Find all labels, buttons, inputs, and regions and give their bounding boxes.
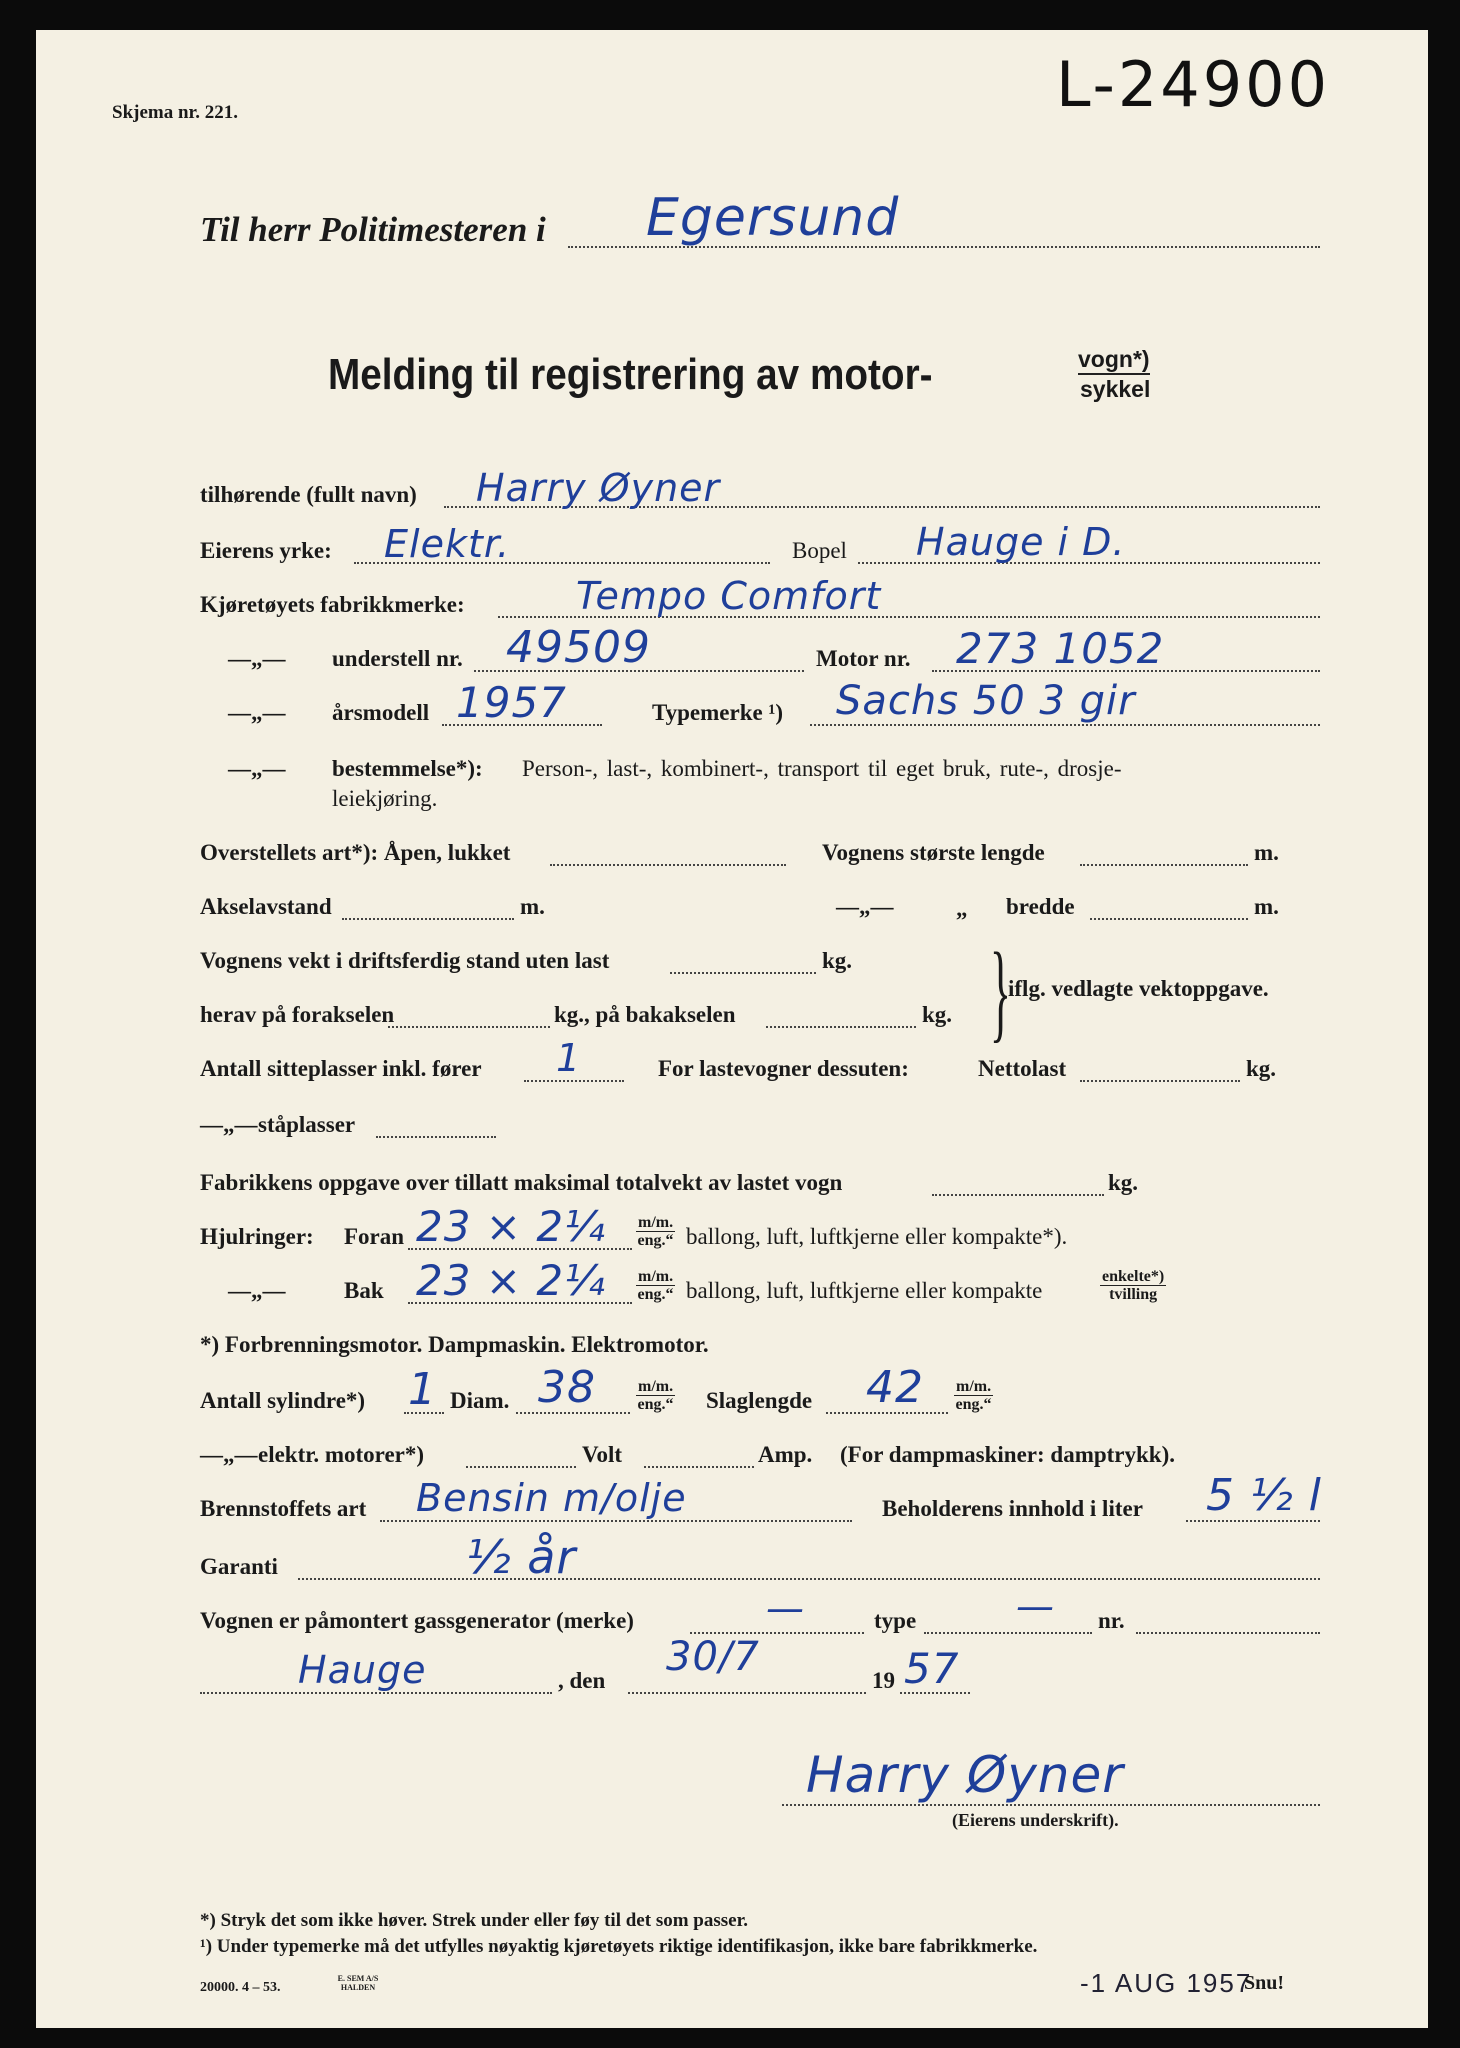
unit-eng: eng.“ xyxy=(637,1232,674,1249)
place-value: Hauge xyxy=(298,1648,427,1692)
tyres-label: Hjulringer: xyxy=(200,1224,314,1249)
front-label: Foran xyxy=(344,1224,405,1249)
unit-eng: eng.“ xyxy=(955,1396,992,1413)
body-label: Overstellets art*): Åpen, lukket xyxy=(200,840,511,865)
engine-types: *) Forbrenningsmotor. Dampmaskin. Elektromotor. xyxy=(200,1332,709,1357)
date-value: 30/7 xyxy=(666,1634,760,1680)
footnote-2: ¹) Under typemerke må det utfylles nøyaktig kjøretøyets riktige identifikasjon, ikke bare fabrikkmerke. xyxy=(200,1936,1038,1957)
weight-label: Vognens vekt i driftsferdig stand uten last xyxy=(200,948,610,973)
unit-m: m. xyxy=(1254,840,1279,865)
gasgen-nr-label: nr. xyxy=(1098,1608,1125,1633)
tank-value: 5 ½ l xyxy=(1206,1470,1322,1521)
tyre-types-rear: ballong, luft, luftkjerne eller kompakte xyxy=(686,1278,1043,1303)
type-label: Typemerke ¹) xyxy=(652,700,784,725)
registration-form: Skjema nr. 221. L-24900 Til herr Politimesteren i Egersund Melding til registrering av motor- vogn*) sykkel tilhørende (fullt navn) Harry Øyner Eierens yrke: Elektr. Bopel Hauge i D. Kjøretøyets fabrikkmerke: Tempo Comfort —„— understell nr. 49509 Motor nr. 273 1052 —„— årsmodell 1957 Typemerke ¹) Sachs 50 3 gir —„— bestemmelse*): Person-, last-, kombinert-, transport til eget bruk, rute-, drosje- leiekjøring. Overstellets art*): Åpen, lukket Vognens største lengde m. Akselavstand m. —„— „ bredde m. Vognens vekt i driftsferdig stand uten last kg. herav på forakselen kg., på bakakselen kg. } iflg. vedlagte vektoppgave. Antall sitteplasser inkl. fører 1 For lastevogner dessuten: Nettolast kg. —„— ståplasser Fabrikkens oppgave over tillatt maksimal totalvekt av lastet vogn kg. Hjulringer: Foran 23 × 2¼ $\frac{m/m.}{\text{eng.“}}$ ballong, luft, luftkjerne eller kompakte*). —„— Bak 23 × 2¼ $\frac{m/m.}{\text{eng.“}}$ ballong, luft, luftkjerne eller kompakte $\frac{\text{enkelte*)}}{\text{tvilling}}$ *) Forbrenningsmotor. Dampmaskin. Elektromotor. Antall sylindre*) 1 Diam. 38 $\frac{m/m.}{\text{eng.“}}$ Slaglengde 42 $\frac{m/m.}{\text{eng.“}}$ —„— elektr. motorer*) Volt Amp. (For dampmaskiner: damptrykk). Brennstoffets art Bensin m/olje Beholderens innhold i liter 5 ½ l Garanti ½ år Vognen er påmontert gassgenerator (merke) — type — nr. Hauge , den 30/7 19 57 Harry Øyner (Eierens underskrift). *) Stryk det som ikke høver. Strek under eller føy til det som passer. ¹) Under typemerke må det utfylles nøyaktig kjøretøyets riktige identifikasjon, ikke bare fabrikkmerke. 20000. 4 – 53. E. SEM A/S HALDEN -1 AUG 1957 Snu! xyxy=(36,30,1428,2028)
gasgen-type-label: type xyxy=(874,1608,917,1633)
seats-label: Antall sitteplasser inkl. fører xyxy=(200,1056,482,1081)
ditto-mark: —„— xyxy=(200,1442,258,1467)
title-option-vehicle: vogn*) xyxy=(1078,346,1150,375)
diam-label: Diam. xyxy=(450,1388,510,1413)
make-value: Tempo Comfort xyxy=(576,574,882,618)
unit-eng: eng.“ xyxy=(637,1286,674,1303)
rear-label: Bak xyxy=(344,1278,384,1303)
fuel-value: Bensin m/olje xyxy=(416,1476,687,1520)
twin-option: tvilling xyxy=(1109,1286,1158,1303)
ditto-mark: —„— xyxy=(228,700,286,725)
cargo-label: For lastevogner dessuten: xyxy=(658,1056,909,1081)
unit-mm: m/m. xyxy=(638,1378,674,1395)
elec-label: elektr. motorer*) xyxy=(258,1442,425,1467)
unit-mm: m/m. xyxy=(956,1378,992,1395)
ditto-mark: —„— xyxy=(228,646,286,671)
type-value: Sachs 50 3 gir xyxy=(836,678,1136,724)
residence-label: Bopel xyxy=(792,538,847,563)
front-unit xyxy=(636,1214,675,1249)
cylinders-label: Antall sylindre*) xyxy=(200,1388,366,1413)
unit-kg: kg. xyxy=(822,948,853,973)
received-stamp: -1 AUG 1957 xyxy=(1080,1968,1253,1998)
steam-label: (For dampmaskiner: damptrykk). xyxy=(840,1442,1176,1467)
gasgen-brand-dash: — xyxy=(766,1586,805,1630)
unit-kg: kg. xyxy=(1246,1056,1277,1081)
chassis-label: understell nr. xyxy=(332,646,463,671)
owner-value: Harry Øyner xyxy=(476,466,721,510)
seats-value: 1 xyxy=(556,1036,582,1080)
footnote-1: *) Stryk det som ikke høver. Strek under eller føy til det som passer. xyxy=(200,1910,749,1931)
date-label: , den xyxy=(558,1668,606,1693)
year-value: 1957 xyxy=(456,678,567,727)
title-option-motorcycle: sykkel xyxy=(1080,376,1151,402)
diam-unit xyxy=(636,1378,675,1413)
residence-value: Hauge i D. xyxy=(916,520,1126,564)
owner-signature: Harry Øyner xyxy=(806,1746,1124,1804)
motor-label: Motor nr. xyxy=(816,646,911,671)
purpose-options-cont: leiekjøring. xyxy=(332,786,438,811)
owner-label: tilhørende (fullt navn) xyxy=(200,482,417,507)
ditto-mark: —„— xyxy=(228,756,286,781)
unit-mm: m/m. xyxy=(638,1268,674,1285)
occupation-label: Eierens yrke: xyxy=(200,538,332,563)
stroke-value: 42 xyxy=(866,1362,924,1413)
gasgen-type-dash: — xyxy=(1016,1584,1055,1628)
printer-mark: E. SEM A/S HALDEN xyxy=(337,1974,379,1992)
warranty-value: ½ år xyxy=(466,1530,577,1584)
address-prefix: Til herr Politimesteren i xyxy=(200,210,546,249)
axle-front-label: herav på forakselen xyxy=(200,1002,395,1027)
chassis-value: 49509 xyxy=(506,622,651,673)
cylinders-value: 1 xyxy=(408,1364,437,1415)
year-prefix: 19 xyxy=(872,1668,895,1693)
file-number: L-24900 xyxy=(1056,48,1331,121)
gasgen-label: Vognen er påmontert gassgenerator (merke) xyxy=(200,1608,634,1633)
turn-over-note: Snu! xyxy=(1244,1972,1285,1994)
signature-label: (Eierens underskrift). xyxy=(952,1810,1119,1830)
form-number: Skjema nr. 221. xyxy=(112,102,238,123)
form-title: Melding til registrering av motor- xyxy=(328,350,933,399)
unit-kg: kg. xyxy=(922,1002,953,1027)
unit-m: m. xyxy=(1254,894,1279,919)
wheelbase-label: Akselavstand xyxy=(200,894,332,919)
rear-unit xyxy=(636,1268,675,1303)
standing-label: ståplasser xyxy=(258,1112,356,1137)
unit-kg: kg. xyxy=(1108,1170,1139,1195)
year-suffix: 57 xyxy=(904,1644,960,1693)
tyre-types-front: ballong, luft, luftkjerne eller kompakte*). xyxy=(686,1224,1068,1249)
fuel-label: Brennstoffets art xyxy=(200,1496,367,1521)
ditto-mark: —„— xyxy=(836,894,894,919)
unit-eng: eng.“ xyxy=(637,1396,674,1413)
volt-label: Volt xyxy=(582,1442,623,1467)
unit-mm: m/m. xyxy=(638,1214,674,1231)
front-value: 23 × 2¼ xyxy=(416,1202,606,1251)
make-label: Kjøretøyets fabrikkmerke: xyxy=(200,592,465,617)
purpose-label: bestemmelse*): xyxy=(332,756,483,781)
stroke-unit xyxy=(954,1378,993,1413)
rear-value: 23 × 2¼ xyxy=(416,1256,606,1305)
ditto-mark: —„— xyxy=(200,1112,258,1137)
ditto-mark: —„— xyxy=(228,1278,286,1303)
single-twin xyxy=(1100,1268,1166,1303)
width-label: bredde xyxy=(1006,894,1075,919)
occupation-value: Elektr. xyxy=(384,522,511,566)
length-label: Vognens største lengde xyxy=(822,840,1045,865)
weight-note: iflg. vedlagte vektoppgave. xyxy=(1008,976,1269,1001)
maxweight-label: Fabrikkens oppgave over tillatt maksimal totalvekt av lastet vogn xyxy=(200,1170,843,1195)
ditto-quote: „ xyxy=(956,896,968,921)
axle-rear-label: kg., på bakakselen xyxy=(554,1002,736,1027)
netload-label: Nettolast xyxy=(978,1056,1067,1081)
year-label: årsmodell xyxy=(332,700,430,725)
address-city: Egersund xyxy=(646,188,900,248)
single-option: enkelte*) xyxy=(1102,1268,1165,1285)
motor-value: 273 1052 xyxy=(956,624,1165,673)
print-code: 20000. 4 – 53. xyxy=(200,1980,281,1995)
purpose-options: Person-, last-, kombinert-, transport til eget bruk, rute-, drosje- xyxy=(522,756,1122,781)
warranty-label: Garanti xyxy=(200,1554,278,1579)
amp-label: Amp. xyxy=(758,1442,813,1467)
unit-m: m. xyxy=(520,894,545,919)
tank-label: Beholderens innhold i liter xyxy=(882,1496,1143,1521)
stroke-label: Slaglengde xyxy=(706,1388,813,1413)
diam-value: 38 xyxy=(538,1362,596,1413)
